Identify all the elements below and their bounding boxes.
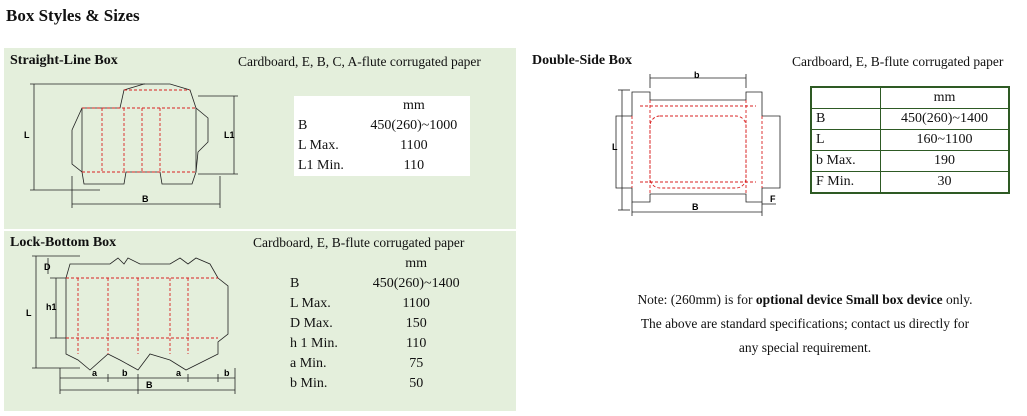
- lock-bottom-a2-label: a: [176, 368, 182, 378]
- straight-line-L1-label: L1: [224, 130, 235, 140]
- spec-value: 110: [403, 158, 425, 173]
- note-block: [590, 288, 1020, 360]
- note-line-3: any special requirement.: [738, 340, 872, 355]
- spec-value: 50: [409, 376, 424, 391]
- lock-bottom-diagram: [20, 250, 250, 410]
- lock-bottom-D-label: D: [44, 262, 51, 272]
- spec-label: L Max.: [298, 138, 339, 153]
- double-side-F-label: F: [770, 194, 776, 204]
- spec-value: 30: [881, 172, 1010, 194]
- double-side-diagram: [610, 70, 790, 220]
- note-line-2: The above are standard specifications; contact us directly for: [640, 316, 970, 331]
- spec-label: D Max.: [290, 316, 333, 331]
- spec-label: b Max.: [811, 151, 881, 172]
- spec-label: B: [290, 276, 300, 291]
- lock-bottom-title: Lock-Bottom Box: [10, 235, 117, 250]
- lock-bottom-b-label: b: [122, 368, 128, 378]
- spec-label: h 1 Min.: [290, 336, 338, 351]
- spec-value: 1100: [400, 138, 428, 153]
- spec-label: F Min.: [811, 172, 881, 194]
- double-side-b-label: b: [694, 70, 700, 80]
- page-title: Box Styles & Sizes: [6, 6, 140, 25]
- straight-line-L-label: L: [24, 130, 30, 140]
- spec-label: L: [811, 130, 881, 151]
- spec-label: B: [298, 118, 308, 133]
- spec-label: a Min.: [290, 356, 327, 371]
- unit-header: mm: [405, 256, 428, 271]
- unit-header: mm: [402, 98, 425, 113]
- lock-bottom-b2-label: b: [224, 368, 230, 378]
- spec-value: 150: [405, 316, 427, 331]
- note-bold: optional device Small box device: [755, 292, 943, 307]
- straight-line-B-label: B: [142, 194, 149, 204]
- straight-line-material: Cardboard, E, B, C, A-flute corrugated paper: [238, 54, 481, 69]
- spec-label: b Min.: [290, 376, 328, 391]
- spec-value: 450(260)~1400: [372, 276, 460, 291]
- spec-value: 450(260)~1400: [881, 109, 1010, 130]
- spec-label: L1 Min.: [298, 158, 344, 173]
- spec-label: B: [811, 109, 881, 130]
- double-side-B-label: B: [692, 202, 699, 212]
- spec-value: 75: [409, 356, 424, 371]
- lock-bottom-material: Cardboard, E, B-flute corrugated paper: [253, 235, 465, 250]
- lock-bottom-L-label: L: [26, 308, 32, 318]
- lock-bottom-a-label: a: [92, 368, 98, 378]
- double-side-title: Double-Side Box: [532, 53, 632, 68]
- straight-line-spec-table: [294, 96, 470, 176]
- straight-line-diagram: [20, 72, 250, 217]
- note-suffix: only.: [942, 292, 973, 307]
- straight-line-title: Straight-Line Box: [10, 53, 118, 68]
- unit-header: mm: [881, 87, 1010, 109]
- lock-bottom-h1-label: h1: [46, 302, 57, 312]
- note-prefix: Note: (260mm) is for: [637, 292, 756, 307]
- spec-value: 110: [405, 336, 427, 351]
- lock-bottom-B-label: B: [146, 380, 153, 390]
- spec-value: 160~1100: [881, 130, 1010, 151]
- spec-value: 190: [881, 151, 1010, 172]
- note-line-1: [590, 288, 1020, 312]
- lock-bottom-spec-table: [286, 254, 476, 394]
- double-side-L-label: L: [612, 142, 618, 152]
- double-side-material: Cardboard, E, B-flute corrugated paper: [792, 54, 1004, 69]
- double-side-spec-table: [810, 86, 1010, 194]
- spec-label: L Max.: [290, 296, 331, 311]
- spec-value: 450(260)~1000: [370, 118, 458, 133]
- spec-value: 1100: [402, 296, 430, 311]
